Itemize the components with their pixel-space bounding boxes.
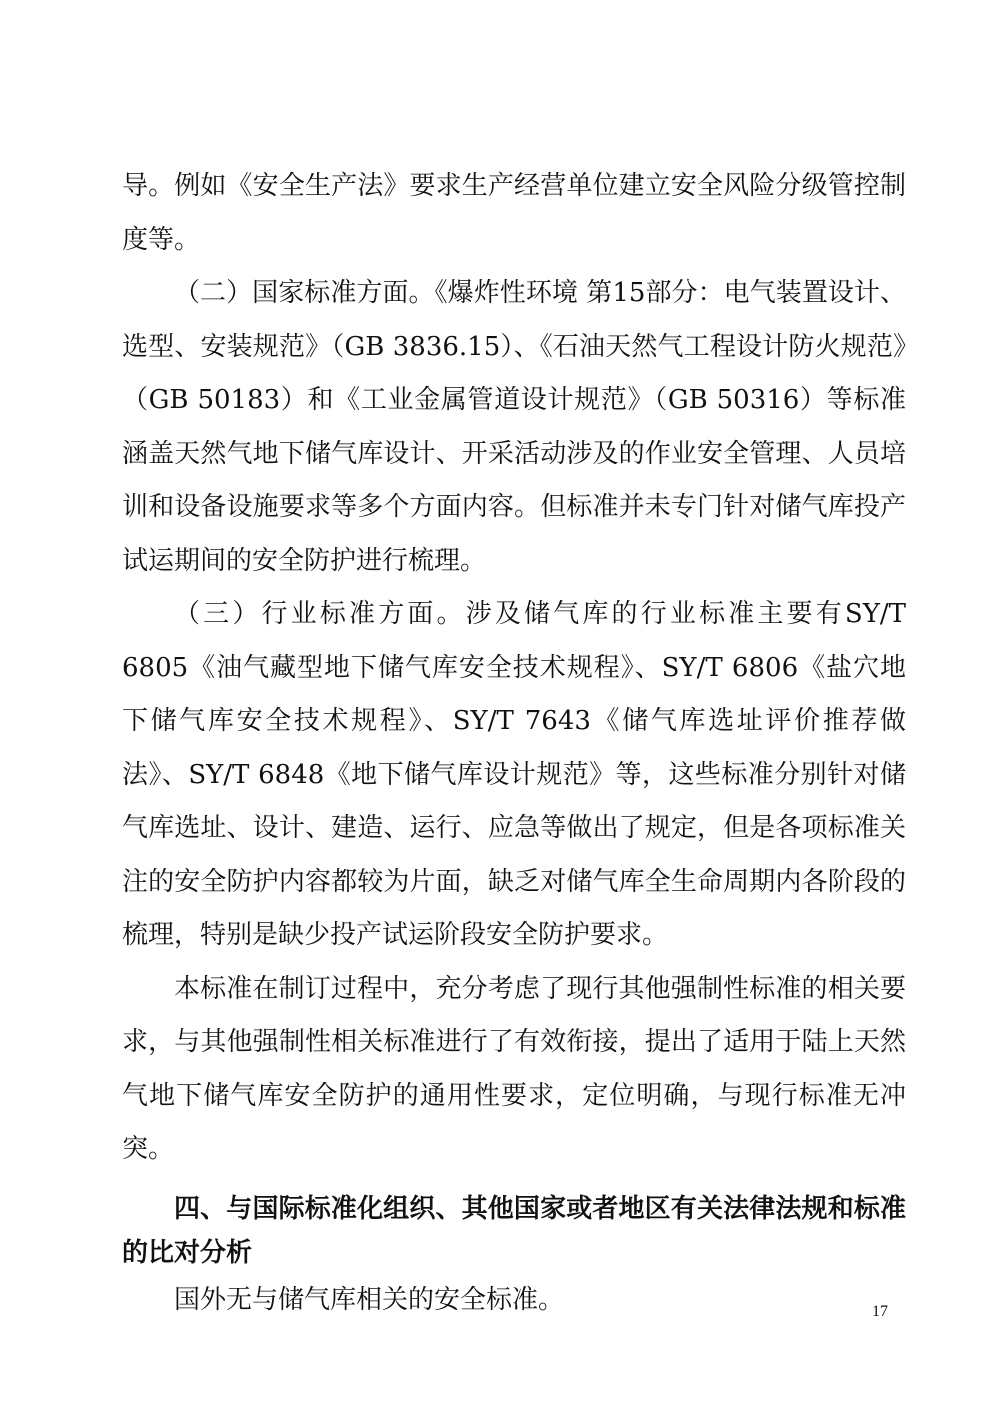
body-text — [122, 160, 906, 1325]
section-heading: 四、与国际标准化组织、其他国家或者地区有关法律法规和标准的比对分析 — [122, 1193, 906, 1268]
section-body: 国外无与储气库相关的安全标准。 — [174, 1284, 565, 1315]
paragraph-national-standards: （二）国家标准方面。《爆炸性环境 第15部分：电气装置设计、选型、安装规范》（GB 3836.15）、《石油天然气工程设计防火规范》（GB 50183）和《工业金属管道设计规范》（GB 50316）等标准涵盖天然气地下储气库设计、开采活动涉及的作业安全管理、人员培训和设备设施要求等多个方面内容。但标准并未专门针对储气库投产试运期间的安全防护进行梳理。 — [122, 278, 906, 576]
paragraph-continuation: 导。例如《安全生产法》要求生产经营单位建立安全风险分级管控制度等。 — [122, 171, 906, 255]
paragraph-industry-standards: （三）行业标准方面。涉及储气库的行业标准主要有SY/T 6805《油气藏型地下储气库安全技术规程》、SY/T 6806《盐穴地下储气库安全技术规程》、SY/T 7643《储气库选址评价推荐做法》、SY/T 6848《地下储气库设计规范》等，这些标准分别针对储气库选址、设计、建造、运行、应急等做出了规定，但是各项标准关注的安全防护内容都较为片面，缺乏对储气库全生命周期内各阶段的梳理，特别是缺少投产试运阶段安全防护要求。 — [122, 599, 906, 950]
paragraph-standard-summary: 本标准在制订过程中，充分考虑了现行其他强制性标准的相关要求，与其他强制性相关标准进行了有效衔接，提出了适用于陆上天然气地下储气库安全防护的通用性要求，定位明确，与现行标准无冲突。 — [122, 973, 906, 1164]
page-number: 17 — [872, 1303, 888, 1320]
